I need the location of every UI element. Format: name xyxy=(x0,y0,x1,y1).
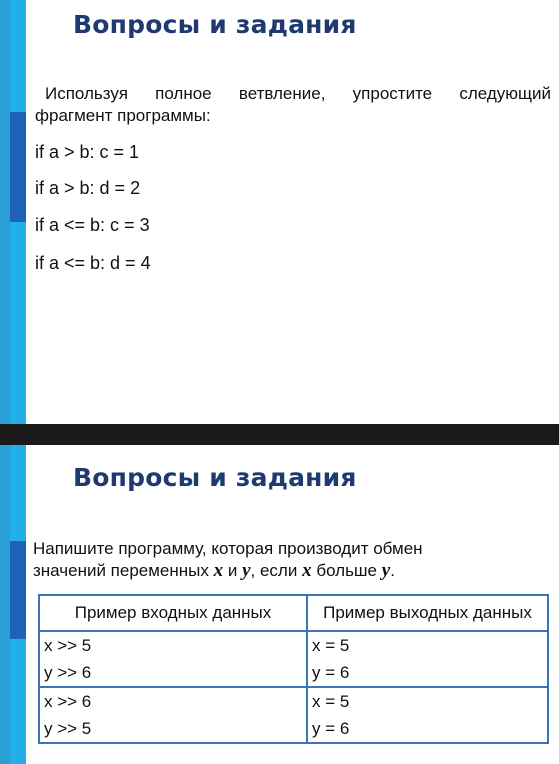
table-header-row xyxy=(39,595,548,631)
code-line-4: if a <= b: d = 4 xyxy=(35,253,151,273)
code-line-2: if a > b: d = 2 xyxy=(35,178,141,198)
header-input: Пример входных данных xyxy=(39,595,307,631)
side-strip xyxy=(0,0,10,424)
examples-table xyxy=(38,594,549,744)
slide-2-title: Вопросы и задания xyxy=(73,463,357,492)
code-line-1: if a > b: c = 1 xyxy=(35,142,140,162)
var-x: x xyxy=(213,560,224,581)
task-line-2: значений переменных x и y, если x больше y. xyxy=(33,560,395,581)
side-strip-dark-segment xyxy=(10,541,26,639)
var-y: y xyxy=(242,560,251,581)
slide-divider xyxy=(0,424,559,445)
side-strip-dark-segment xyxy=(10,112,26,222)
output-cell: x = 5 y = 6 xyxy=(307,687,548,743)
slide-2-task xyxy=(33,538,549,582)
slide-1-title: Вопросы и задания xyxy=(73,10,357,39)
output-cell: x = 5 y = 6 xyxy=(307,631,548,687)
task-line-1: Напишите программу, которая производит обмен xyxy=(33,539,423,558)
side-strip xyxy=(0,445,10,764)
input-cell: x >> 6 y >> 5 xyxy=(39,687,307,743)
table-row xyxy=(39,631,548,687)
header-output: Пример выходных данных xyxy=(307,595,548,631)
table-row xyxy=(39,687,548,743)
task-line-1: Используя полное ветвление, упростите следующий xyxy=(45,84,551,103)
var-y: y xyxy=(381,560,391,581)
code-line-3: if a <= b: c = 3 xyxy=(35,215,150,235)
input-cell: x >> 5 y >> 6 xyxy=(39,631,307,687)
task-line-2: фрагмент программы: xyxy=(35,106,211,125)
slide-1-task xyxy=(35,83,551,127)
slide-2 xyxy=(0,445,559,764)
var-x: x xyxy=(302,560,312,581)
